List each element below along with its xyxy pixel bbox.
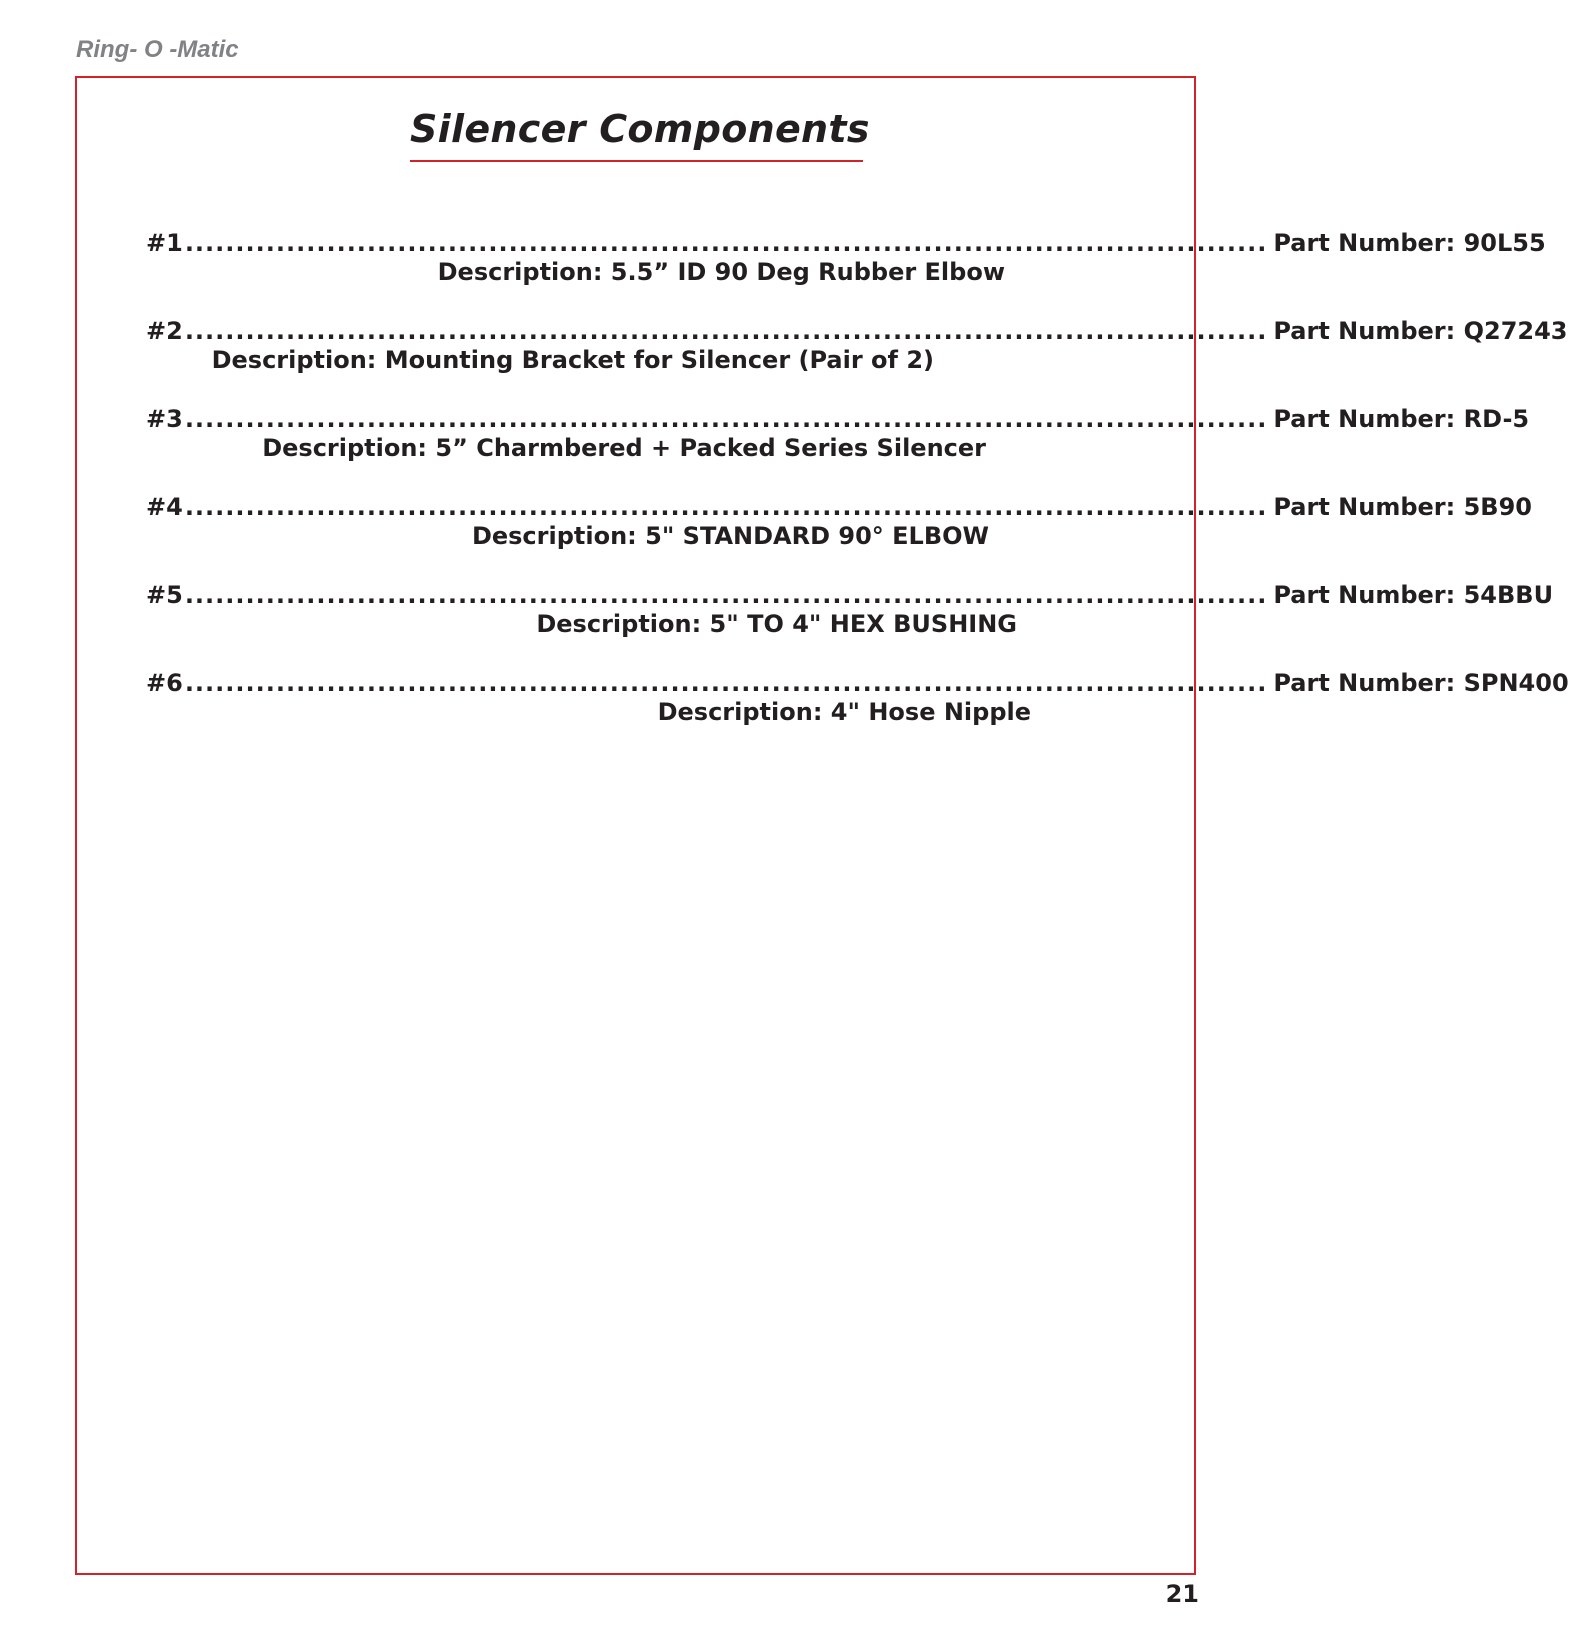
brand-header: Ring- O -Matic bbox=[76, 36, 239, 63]
dot-leader: ........................................................................................................... bbox=[184, 581, 1268, 609]
component-3-part-line bbox=[146, 404, 1530, 434]
component-index: #3 bbox=[146, 405, 183, 433]
part-number: Part Number: SPN400 bbox=[1273, 669, 1569, 697]
dot-leader: ........................................................................................................... bbox=[184, 405, 1268, 433]
page-title: Silencer Components bbox=[410, 107, 870, 151]
part-number: Part Number: 54BBU bbox=[1273, 581, 1554, 609]
component-4-part-line bbox=[146, 492, 1532, 522]
title-underline bbox=[410, 160, 863, 162]
component-6-description: Description: 4" Hose Nipple bbox=[657, 698, 1031, 726]
component-index: #4 bbox=[146, 493, 183, 521]
component-2-description: Description: Mounting Bracket for Silencer (Pair of 2) bbox=[211, 346, 934, 374]
component-index: #1 bbox=[146, 229, 183, 257]
part-number: Part Number: Q27243 bbox=[1273, 317, 1568, 345]
page-number: 21 bbox=[1165, 1580, 1199, 1608]
component-5-description: Description: 5" TO 4" HEX BUSHING bbox=[536, 610, 1017, 638]
component-6-part-line bbox=[146, 668, 1569, 698]
component-1-description: Description: 5.5” ID 90 Deg Rubber Elbow bbox=[437, 258, 1005, 286]
part-number: Part Number: 90L55 bbox=[1273, 229, 1546, 257]
component-5-part-line bbox=[146, 580, 1554, 610]
component-index: #5 bbox=[146, 581, 183, 609]
component-2-part-line bbox=[146, 316, 1568, 346]
dot-leader: ........................................................................................................... bbox=[184, 669, 1268, 697]
part-number: Part Number: 5B90 bbox=[1273, 493, 1532, 521]
component-index: #6 bbox=[146, 669, 183, 697]
page-frame bbox=[75, 76, 1196, 1575]
dot-leader: ........................................................................................................... bbox=[184, 317, 1268, 345]
dot-leader: ........................................................................................................... bbox=[184, 493, 1268, 521]
component-3-description: Description: 5” Charmbered + Packed Series Silencer bbox=[262, 434, 986, 462]
component-index: #2 bbox=[146, 317, 183, 345]
dot-leader: ........................................................................................................... bbox=[184, 229, 1268, 257]
component-4-description: Description: 5" STANDARD 90° ELBOW bbox=[471, 522, 989, 550]
part-number: Part Number: RD-5 bbox=[1273, 405, 1530, 433]
component-1-part-line bbox=[146, 228, 1546, 258]
